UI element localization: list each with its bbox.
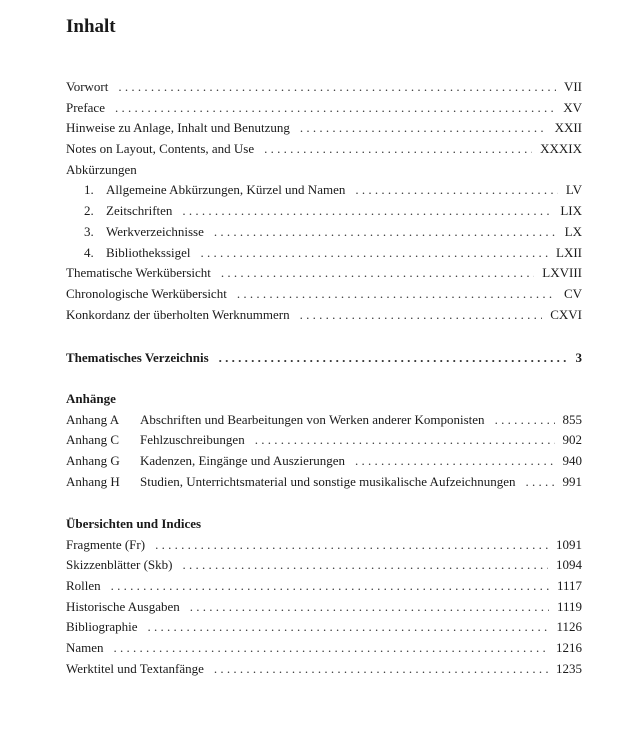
- dot-leader: [115, 98, 555, 119]
- toc-entry[interactable]: Hinweise zu Anlage, Inhalt und Benutzung . . . XXII: [66, 118, 582, 139]
- toc-entry[interactable]: 4. Bibliothekssigel . . . LXII: [66, 243, 582, 264]
- toc-entry[interactable]: Namen . . . 1216: [66, 638, 582, 659]
- toc-entry[interactable]: Vorwort . . . VII: [66, 77, 582, 98]
- dot-leader: [114, 638, 548, 659]
- toc-entry[interactable]: Anhang A Abschriften und Bearbeitungen von Werken anderer Komponisten . . . 855: [66, 410, 582, 431]
- dot-leader: [300, 305, 543, 326]
- dot-leader: [355, 451, 554, 472]
- dot-leader: [183, 555, 549, 576]
- dot-leader: [190, 597, 549, 618]
- dot-leader: [182, 201, 552, 222]
- toc-entry[interactable]: 3. Werkverzeichnisse . . . LX: [66, 222, 582, 243]
- dot-leader: [219, 348, 568, 369]
- dot-leader: [255, 430, 555, 451]
- dot-leader: [525, 472, 554, 493]
- toc-entry[interactable]: Anhang G Kadenzen, Eingänge und Auszierungen . . . 940: [66, 451, 582, 472]
- dot-leader: [221, 263, 534, 284]
- dot-leader: [201, 243, 549, 264]
- toc-entry[interactable]: Anhang C Fehlzuschreibungen . . . 902: [66, 430, 582, 451]
- toc-entry[interactable]: 1. Allgemeine Abkürzungen, Kürzel und Namen . . . LV: [66, 180, 582, 201]
- dot-leader: [155, 535, 548, 556]
- toc-entry-main[interactable]: Thematisches Verzeichnis . . . 3: [66, 348, 582, 369]
- toc-entry[interactable]: Thematische Werkübersicht . . . LXVIII: [66, 263, 582, 284]
- toc-entry[interactable]: Anhang H Studien, Unterrichtsmaterial und sonstige musikalische Aufzeichnungen . . . 991: [66, 472, 582, 493]
- toc-entry[interactable]: Werktitel und Textanfänge . . . 1235: [66, 659, 582, 680]
- dot-leader: [264, 139, 532, 160]
- dot-leader: [148, 617, 549, 638]
- appendices-list: [66, 389, 582, 492]
- toc-entry[interactable]: Chronologische Werkübersicht . . . CV: [66, 284, 582, 305]
- page-title: Inhalt: [66, 16, 116, 37]
- dot-leader: [300, 118, 547, 139]
- dot-leader: [495, 410, 555, 431]
- indices-list: [66, 514, 582, 680]
- dot-leader: [214, 222, 557, 243]
- toc-entry[interactable]: Konkordanz der überholten Werknummern . . . CXVI: [66, 305, 582, 326]
- toc-entry[interactable]: 2. Zeitschriften . . . LIX: [66, 201, 582, 222]
- dot-leader: [237, 284, 556, 305]
- main-catalogue: [66, 348, 582, 369]
- abbreviations-heading: Abkürzungen: [66, 161, 137, 177]
- dot-leader: [111, 576, 549, 597]
- toc-entry[interactable]: Skizzenblätter (Skb) . . . 1094: [66, 555, 582, 576]
- front-matter-list: [66, 77, 582, 325]
- toc-entry[interactable]: Historische Ausgaben . . . 1119: [66, 597, 582, 618]
- toc-entry[interactable]: Bibliographie . . . 1126: [66, 617, 582, 638]
- toc-entry[interactable]: Rollen . . . 1117: [66, 576, 582, 597]
- toc-entry[interactable]: Notes on Layout, Contents, and Use . . . XXXIX: [66, 139, 582, 160]
- appendices-heading: Anhänge: [66, 391, 116, 406]
- dot-leader: [355, 180, 558, 201]
- toc-entry[interactable]: Preface . . . XV: [66, 98, 582, 119]
- dot-leader: [214, 659, 548, 680]
- indices-heading: Übersichten und Indices: [66, 516, 202, 531]
- toc-entry[interactable]: Fragmente (Fr) . . . 1091: [66, 535, 582, 556]
- dot-leader: [118, 77, 556, 98]
